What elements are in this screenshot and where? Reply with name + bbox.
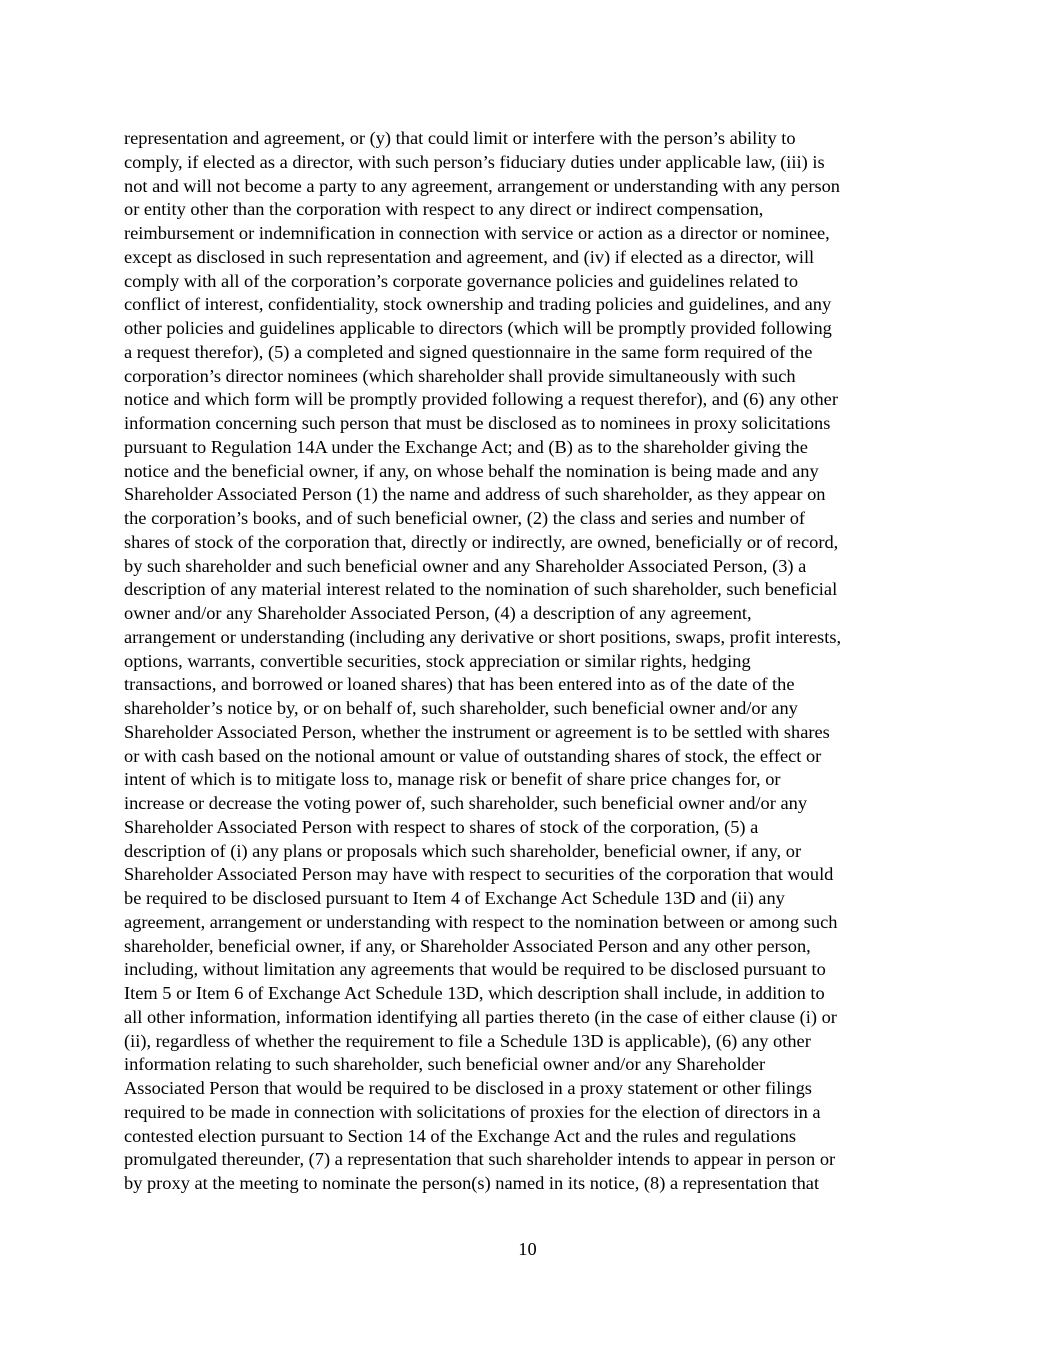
text-line: comply with all of the corporation’s corporate governance policies and guidelines related to <box>124 270 799 291</box>
text-line: owner and/or any Shareholder Associated Person, (4) a description of any agreement, <box>124 603 752 623</box>
text-line: options, warrants, convertible securities, stock appreciation or similar rights, hedging <box>124 650 751 671</box>
text-line: shareholder’s notice by, or on behalf of, such shareholder, such beneficial owner and/or any <box>124 698 798 718</box>
text-line: or entity other than the corporation with respect to any direct or indirect compensation, <box>124 199 764 220</box>
text-line: Shareholder Associated Person may have with respect to securities of the corporation that would <box>124 864 834 885</box>
text-line: information relating to such shareholder, such beneficial owner and/or any Shareholder <box>124 1054 766 1075</box>
text-line: shareholder, beneficial owner, if any, or Shareholder Associated Person and any other person, <box>124 935 811 956</box>
text-line: or with cash based on the notional amount or value of outstanding shares of stock, the effect or <box>124 745 822 766</box>
text-line: representation and agreement, or (y) that could limit or interfere with the person’s ability to <box>124 128 796 148</box>
text-line: Shareholder Associated Person with respect to shares of stock of the corporation, (5) a <box>124 816 759 837</box>
text-line: except as disclosed in such representation and agreement, and (iv) if elected as a director, will <box>124 246 815 267</box>
text-line: contested election pursuant to Section 14 of the Exchange Act and the rules and regulations <box>124 1125 797 1146</box>
text-line: a request therefor), (5) a completed and signed questionnaire in the same form required of the <box>124 341 813 362</box>
text-line: increase or decrease the voting power of, such shareholder, such beneficial owner and/or any <box>124 793 808 813</box>
text-line: Shareholder Associated Person, whether the instrument or agreement is to be settled with shares <box>124 721 830 742</box>
text-line: required to be made in connection with solicitations of proxies for the election of directors in a <box>124 1101 821 1122</box>
text-line: description of any material interest related to the nomination of such shareholder, such beneficial <box>124 579 838 600</box>
text-line: corporation’s director nominees (which shareholder shall provide simultaneously with such <box>124 365 796 386</box>
text-line: the corporation’s books, and of such beneficial owner, (2) the class and series and number of <box>124 508 806 528</box>
text-line: pursuant to Regulation 14A under the Exchange Act; and (B) as to the shareholder giving the <box>124 436 808 457</box>
text-line: (ii), regardless of whether the requirement to file a Schedule 13D is applicable), (6) any other <box>124 1030 811 1051</box>
text-line: promulgated thereunder, (7) a representation that such shareholder intends to appear in person or <box>124 1149 836 1170</box>
text-line: description of (i) any plans or proposals which such shareholder, beneficial owner, if any, or <box>124 840 802 861</box>
text-line: by such shareholder and such beneficial owner and any Shareholder Associated Person, (3) a <box>124 555 807 576</box>
text-line: reimbursement or indemnification in connection with service or action as a director or nominee, <box>124 223 830 243</box>
text-line: transactions, and borrowed or loaned shares) that has been entered into as of the date of the <box>124 674 795 695</box>
body-paragraph <box>124 127 944 1196</box>
text-line: agreement, arrangement or understanding with respect to the nomination between or among such <box>124 911 838 932</box>
text-line: arrangement or understanding (including any derivative or short positions, swaps, profit interests, <box>124 626 842 647</box>
text-line: by proxy at the meeting to nominate the person(s) named in its notice, (8) a representation that <box>124 1173 820 1193</box>
text-line: notice and which form will be promptly provided following a request therefor), and (6) any other <box>124 389 838 410</box>
text-line: intent of which is to mitigate loss to, manage risk or benefit of share price changes for, or <box>124 769 781 790</box>
text-line: shares of stock of the corporation that, directly or indirectly, are owned, beneficially or of record, <box>124 531 839 552</box>
page-number: 10 <box>518 1239 537 1259</box>
text-line: Item 5 or Item 6 of Exchange Act Schedule 13D, which description shall include, in addition to <box>124 983 825 1003</box>
text-line: other policies and guidelines applicable to directors (which will be promptly provided following <box>124 318 832 338</box>
text-line: all other information, information identifying all parties thereto (in the case of either clause (i) or <box>124 1006 837 1027</box>
text-line: be required to be disclosed pursuant to Item 4 of Exchange Act Schedule 13D and (ii) any <box>124 888 785 908</box>
text-line: including, without limitation any agreements that would be required to be disclosed pursuant to <box>124 959 826 980</box>
text-line: information concerning such person that must be disclosed as to nominees in proxy solicitations <box>124 413 831 433</box>
text-line: Shareholder Associated Person (1) the name and address of such shareholder, as they appear on <box>124 484 826 505</box>
text-line: Associated Person that would be required to be disclosed in a proxy statement or other filings <box>124 1078 812 1098</box>
text-line: notice and the beneficial owner, if any, on whose behalf the nomination is being made and any <box>124 460 819 481</box>
text-line: not and will not become a party to any agreement, arrangement or understanding with any person <box>124 175 840 196</box>
text-line: comply, if elected as a director, with such person’s fiduciary duties under applicable law, (iii) is <box>124 151 825 172</box>
text-line: conflict of interest, confidentiality, stock ownership and trading policies and guidelines, and any <box>124 294 832 315</box>
